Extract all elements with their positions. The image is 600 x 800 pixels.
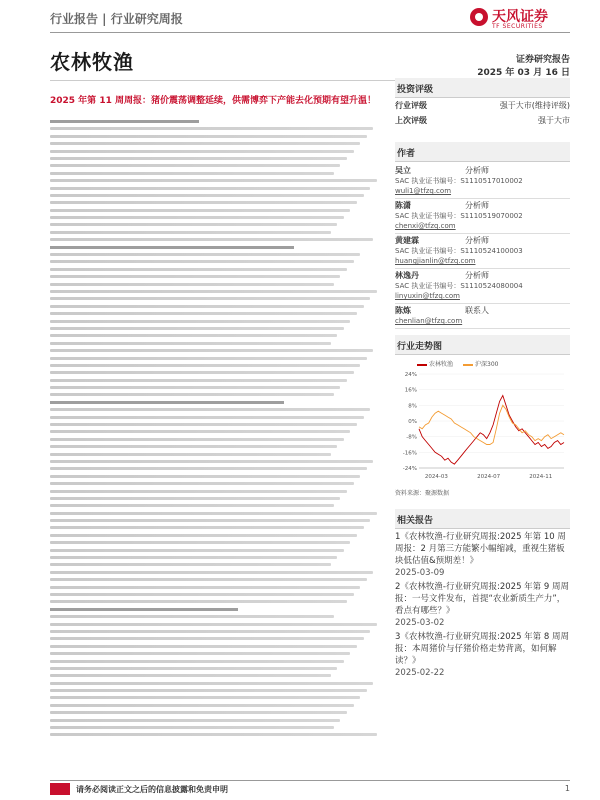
body-text-line <box>50 467 367 470</box>
rating-value: 强于大市 <box>538 116 570 125</box>
body-text-line <box>50 711 347 714</box>
legend-item-agri <box>417 359 453 368</box>
body-text-line <box>50 600 347 603</box>
body-text-line <box>50 386 340 389</box>
y-tick-label: 16% <box>404 387 417 394</box>
rating-value: 强于大市(维持评级) <box>499 101 570 110</box>
legend-label-agri: 农林牧渔 <box>429 361 454 368</box>
body-text-line <box>50 667 337 670</box>
body-text-line <box>50 660 344 663</box>
author-role: 分析师 <box>465 236 489 245</box>
logo-name-cn: 天风证券 <box>492 9 548 25</box>
x-tick-label: 2024-07 <box>477 474 501 480</box>
industry-title: 农林牧渔 <box>50 50 134 74</box>
author-entry <box>395 234 570 269</box>
body-text-line <box>50 223 337 226</box>
body-text-line <box>50 371 354 374</box>
body-text-line <box>50 238 373 241</box>
body-text-line <box>50 674 331 677</box>
author-role: 分析师 <box>465 271 489 280</box>
body-text-line <box>50 393 334 396</box>
chart-source: 资料来源：聚源数据 <box>395 490 450 497</box>
report-body <box>50 120 380 741</box>
y-tick-label: -24% <box>402 466 417 472</box>
body-text-line <box>50 682 373 685</box>
ratings-list <box>395 98 570 128</box>
chart-legend <box>417 359 570 368</box>
body-text-line <box>50 519 370 522</box>
body-text-line <box>50 490 347 493</box>
body-section-heading-line <box>50 401 284 404</box>
related-report-item[interactable] <box>395 581 570 629</box>
body-text-line <box>50 194 364 197</box>
body-text-line <box>50 526 364 529</box>
author-name: 黄建霖 <box>395 236 419 245</box>
body-text-line <box>50 320 350 323</box>
rating-row <box>395 113 570 128</box>
body-text-line <box>50 556 337 559</box>
related-report-date: 2025-03-02 <box>395 618 445 628</box>
author-email[interactable]: chenlian@tfzq.com <box>395 317 463 325</box>
body-text-line <box>50 216 344 219</box>
body-text-line <box>50 563 331 566</box>
y-tick-label: -16% <box>402 450 417 457</box>
body-text-line <box>50 453 331 456</box>
body-text-line <box>50 645 357 648</box>
body-text-line <box>50 275 340 278</box>
author-email[interactable]: chenxi@tfzq.com <box>395 222 456 230</box>
body-text-line <box>50 297 370 300</box>
authors-title: 作者 <box>395 142 570 162</box>
body-text-line <box>50 416 364 419</box>
related-reports-title: 相关报告 <box>395 509 570 529</box>
series-line-0 <box>419 396 564 465</box>
company-logo <box>470 6 570 30</box>
body-text-line <box>50 142 360 145</box>
author-email[interactable]: linyuxin@tfzq.com <box>395 292 460 300</box>
rating-key: 行业评级 <box>395 101 427 110</box>
body-text-line <box>50 349 373 352</box>
body-text-line <box>50 157 347 160</box>
author-cert: SAC 执业证书编号：S1110524080004 <box>395 282 523 290</box>
body-text-line <box>50 135 367 138</box>
author-entry <box>395 304 570 329</box>
body-text-line <box>50 586 360 589</box>
related-report-item[interactable] <box>395 631 570 679</box>
author-name: 林逸丹 <box>395 271 419 280</box>
trend-chart-box <box>395 335 570 497</box>
body-text-line <box>50 623 377 626</box>
y-tick-label: -8% <box>406 434 417 441</box>
body-text-line <box>50 430 350 433</box>
body-text-line <box>50 689 367 692</box>
body-text-line <box>50 423 357 426</box>
page-number: 1 <box>564 784 570 793</box>
body-text-line <box>50 283 334 286</box>
body-text-line <box>50 312 357 315</box>
trend-chart <box>395 370 570 482</box>
body-text-line <box>50 438 344 441</box>
author-entry <box>395 199 570 234</box>
legend-label-csi300: 沪深300 <box>475 361 499 368</box>
y-tick-label: 0% <box>408 419 417 425</box>
body-text-line <box>50 541 350 544</box>
related-report-text[interactable]: 2《农林牧渔-行业研究周报:2025 年第 9 周周报：一号文件发布，首提“农业新质生产力”，看点有哪些？》 <box>395 582 569 616</box>
author-entry <box>395 164 570 199</box>
report-category: 行业报告 | 行业研究周报 <box>50 12 183 26</box>
authors-list <box>395 164 570 329</box>
related-report-date: 2025-02-22 <box>395 668 445 678</box>
report-date: 2025 年 03 月 16 日 <box>477 68 570 78</box>
y-tick-label: 8% <box>408 403 417 410</box>
body-text-line <box>50 578 367 581</box>
author-cert: SAC 执业证书编号：S1110519070002 <box>395 212 523 220</box>
author-email[interactable]: wuli1@tfzq.com <box>395 187 452 195</box>
body-text-line <box>50 719 340 722</box>
body-text-line <box>50 127 373 130</box>
author-name: 陈炼 <box>395 306 411 315</box>
report-headline: 2025 年第 11 周周报：猪价震荡调整延续，供需博弈下产能去化预期有望升温！ <box>50 96 376 106</box>
author-cert: SAC 执业证书编号：S1110517010002 <box>395 177 523 185</box>
author-cert: SAC 执业证书编号：S1110524100003 <box>395 247 523 255</box>
body-text-line <box>50 615 334 618</box>
body-text-line <box>50 342 331 345</box>
author-entry <box>395 269 570 304</box>
body-text-line <box>50 187 370 190</box>
trend-chart-title: 行业走势图 <box>395 335 570 355</box>
footer-accent-bar <box>50 783 70 795</box>
body-text-line <box>50 305 364 308</box>
legend-swatch-csi300 <box>463 364 473 366</box>
rating-row <box>395 98 570 113</box>
legend-item-csi300 <box>463 359 498 368</box>
body-text-line <box>50 482 354 485</box>
related-report-item[interactable] <box>395 531 570 579</box>
invest-rating-title: 投资评级 <box>395 78 570 98</box>
body-text-line <box>50 334 337 337</box>
y-tick-label: 24% <box>404 372 417 378</box>
body-text-line <box>50 209 350 212</box>
body-text-line <box>50 357 367 360</box>
logo-name-en: TF SECURITIES <box>492 23 543 30</box>
body-text-line <box>50 534 357 537</box>
body-text-line <box>50 593 354 596</box>
body-text-line <box>50 364 360 367</box>
footer-divider <box>50 780 570 781</box>
body-text-line <box>50 504 334 507</box>
body-text-line <box>50 652 350 655</box>
body-text-line <box>50 512 377 515</box>
report-type: 证券研究报告 <box>515 55 570 65</box>
author-name: 陈潇 <box>395 201 411 210</box>
legend-swatch-agri <box>417 364 427 366</box>
author-role: 分析师 <box>465 201 489 210</box>
footer-disclaimer: 请务必阅读正文之后的信息披露和免责申明 <box>76 785 228 794</box>
author-email[interactable]: huangjianlin@tfzq.com <box>395 257 476 265</box>
body-text-line <box>50 201 357 204</box>
related-report-date: 2025-03-09 <box>395 568 445 578</box>
series-line-1 <box>419 405 564 444</box>
author-role: 分析师 <box>465 166 489 175</box>
body-text-line <box>50 571 373 574</box>
related-reports-list <box>395 531 570 679</box>
header-divider <box>50 32 570 33</box>
author-role: 联系人 <box>465 306 489 315</box>
body-text-line <box>50 704 354 707</box>
body-text-line <box>50 637 364 640</box>
body-section-heading-line <box>50 608 238 611</box>
sidebar <box>395 78 570 679</box>
body-text-line <box>50 549 344 552</box>
body-text-line <box>50 460 373 463</box>
body-text-line <box>50 733 377 736</box>
body-text-line <box>50 408 370 411</box>
body-text-line <box>50 327 344 330</box>
body-text-line <box>50 379 347 382</box>
body-text-line <box>50 290 377 293</box>
body-text-line <box>50 630 370 633</box>
body-text-line <box>50 260 354 263</box>
body-section-heading-line <box>50 246 294 249</box>
body-text-line <box>50 172 334 175</box>
body-text-line <box>50 164 340 167</box>
body-text-line <box>50 445 337 448</box>
body-text-line <box>50 253 360 256</box>
logo-mark-icon <box>470 8 488 26</box>
body-text-line <box>50 475 360 478</box>
author-name: 吴立 <box>395 166 411 175</box>
x-tick-label: 2024-11 <box>529 474 553 480</box>
x-tick-label: 2024-03 <box>424 474 448 480</box>
rating-key: 上次评级 <box>395 116 427 125</box>
body-text-line <box>50 696 360 699</box>
body-text-line <box>50 231 331 234</box>
body-text-line <box>50 497 340 500</box>
related-report-text[interactable]: 3《农林牧渔-行业研究周报:2025 年第 8 周周报：本周猪价与仔猪价格走势背离，如何解读？》 <box>395 632 569 666</box>
body-text-line <box>50 150 354 153</box>
related-report-text[interactable]: 1《农林牧渔-行业研究周报:2025 年第 10 周周报：2 月第三方能繁小幅缩减，重视生猪板块低估值&预期差！》 <box>395 532 566 566</box>
body-text-line <box>50 268 347 271</box>
body-text-line <box>50 179 377 182</box>
body-text-line <box>50 726 334 729</box>
body-section-heading-line <box>50 120 199 123</box>
